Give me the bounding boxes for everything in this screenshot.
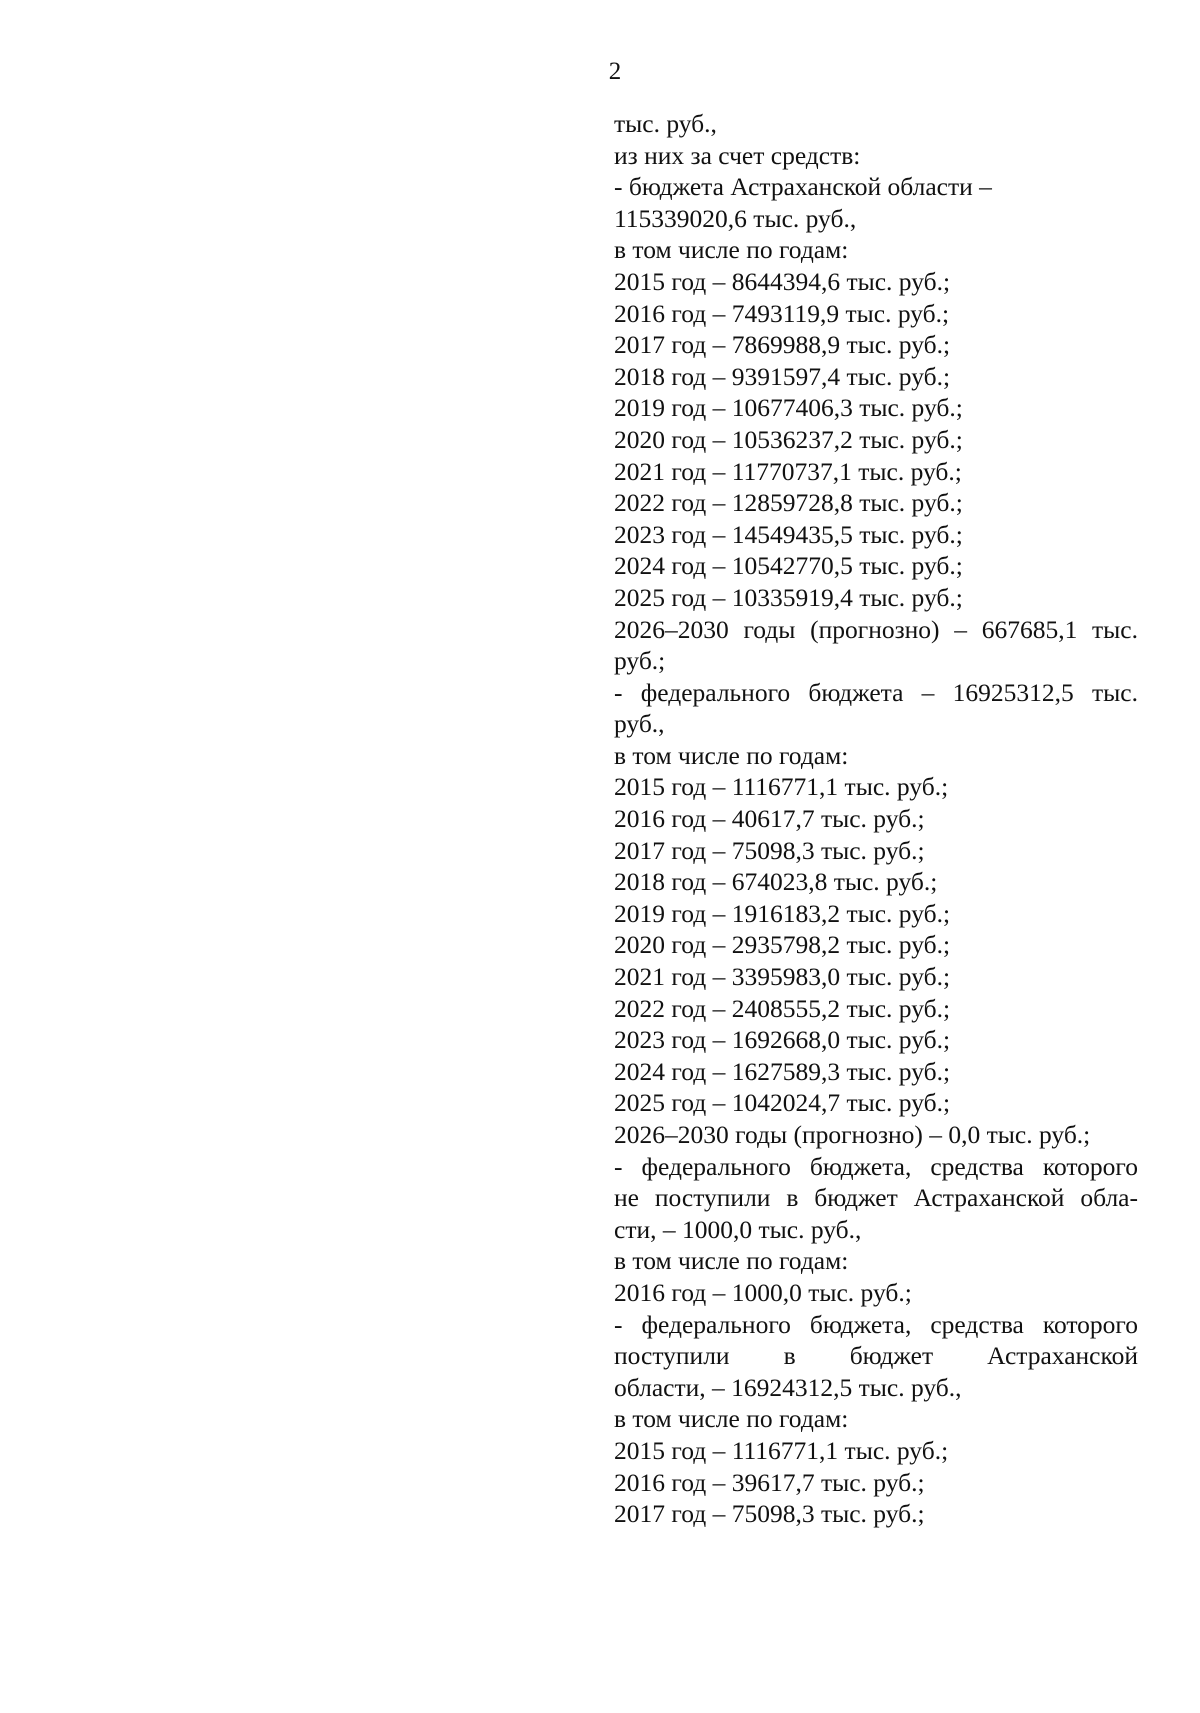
- text-line: - федерального бюджета, средства которого: [614, 1309, 1138, 1339]
- text-line: - федерального бюджета – 16925312,5 тыс.: [614, 677, 1138, 707]
- text-line: 2016 год – 7493119,9 тыс. руб.;: [614, 298, 950, 328]
- text-line: 2022 год – 2408555,2 тыс. руб.;: [614, 993, 951, 1023]
- text-line: 2026–2030 годы (прогнозно) – 0,0 тыс. руб.;: [614, 1120, 1091, 1149]
- text-line: в том числе по годам:: [614, 1404, 849, 1434]
- text-line: 2026–2030 годы (прогнозно) – 667685,1 тыс.: [614, 614, 1138, 644]
- text-line: сти, – 1000,0 тыс. руб.,: [614, 1214, 862, 1244]
- text-line: 2023 год – 1692668,0 тыс. руб.;: [614, 1025, 951, 1055]
- text-line: 2016 год – 1000,0 тыс. руб.;: [614, 1277, 912, 1307]
- text-line: руб.,: [614, 709, 665, 739]
- text-line: 2023 год – 14549435,5 тыс. руб.;: [614, 519, 963, 549]
- text-line: 2018 год – 674023,8 тыс. руб.;: [614, 867, 938, 897]
- text-line: 2025 год – 1042024,7 тыс. руб.;: [614, 1088, 951, 1118]
- text-line: 2025 год – 10335919,4 тыс. руб.;: [614, 582, 963, 612]
- text-line: 2019 год – 10677406,3 тыс. руб.;: [614, 393, 963, 423]
- text-line: не поступили в бюджет Астраханской обла-: [614, 1183, 1138, 1213]
- text-line: 2021 год – 3395983,0 тыс. руб.;: [614, 962, 951, 992]
- text-line: области, – 16924312,5 тыс. руб.,: [614, 1372, 962, 1402]
- text-line: 2017 год – 7869988,9 тыс. руб.;: [614, 330, 951, 360]
- text-line: 2021 год – 11770737,1 тыс. руб.;: [614, 456, 962, 486]
- text-line: из них за счет средств:: [614, 140, 861, 170]
- text-line: в том числе по годам:: [614, 1246, 849, 1276]
- text-line: 2019 год – 1916183,2 тыс. руб.;: [614, 898, 951, 928]
- text-line: - бюджета Астраханской области –: [614, 172, 992, 202]
- text-line: 2016 год – 39617,7 тыс. руб.;: [614, 1467, 925, 1497]
- text-line: 2024 год – 10542770,5 тыс. руб.;: [614, 551, 963, 581]
- text-line: руб.;: [614, 646, 666, 676]
- text-line: 2022 год – 12859728,8 тыс. руб.;: [614, 488, 963, 518]
- text-line: 2017 год – 75098,3 тыс. руб.;: [614, 835, 925, 865]
- text-line: в том числе по годам:: [614, 740, 849, 770]
- text-line: 2020 год – 2935798,2 тыс. руб.;: [614, 930, 951, 960]
- text-line: - федерального бюджета, средства которого: [614, 1151, 1138, 1181]
- text-line: в том числе по годам:: [614, 235, 849, 265]
- text-line: 2020 год – 10536237,2 тыс. руб.;: [614, 424, 963, 454]
- text-line: 2015 год – 8644394,6 тыс. руб.;: [614, 266, 951, 296]
- text-line: поступили в бюджет Астраханской: [614, 1341, 1138, 1371]
- text-line: 115339020,6 тыс. руб.,: [614, 203, 857, 233]
- text-line: 2015 год – 1116771,1 тыс. руб.;: [614, 772, 949, 802]
- text-line: 2024 год – 1627589,3 тыс. руб.;: [614, 1056, 951, 1086]
- text-line: 2016 год – 40617,7 тыс. руб.;: [614, 804, 925, 834]
- text-line: 2018 год – 9391597,4 тыс. руб.;: [614, 361, 951, 391]
- budget-text-column: [614, 108, 1138, 1530]
- text-line: 2017 год – 75098,3 тыс. руб.;: [614, 1499, 925, 1529]
- page-number: 2: [608, 58, 622, 85]
- text-line: 2015 год – 1116771,1 тыс. руб.;: [614, 1435, 949, 1465]
- text-line: тыс. руб.,: [614, 109, 717, 138]
